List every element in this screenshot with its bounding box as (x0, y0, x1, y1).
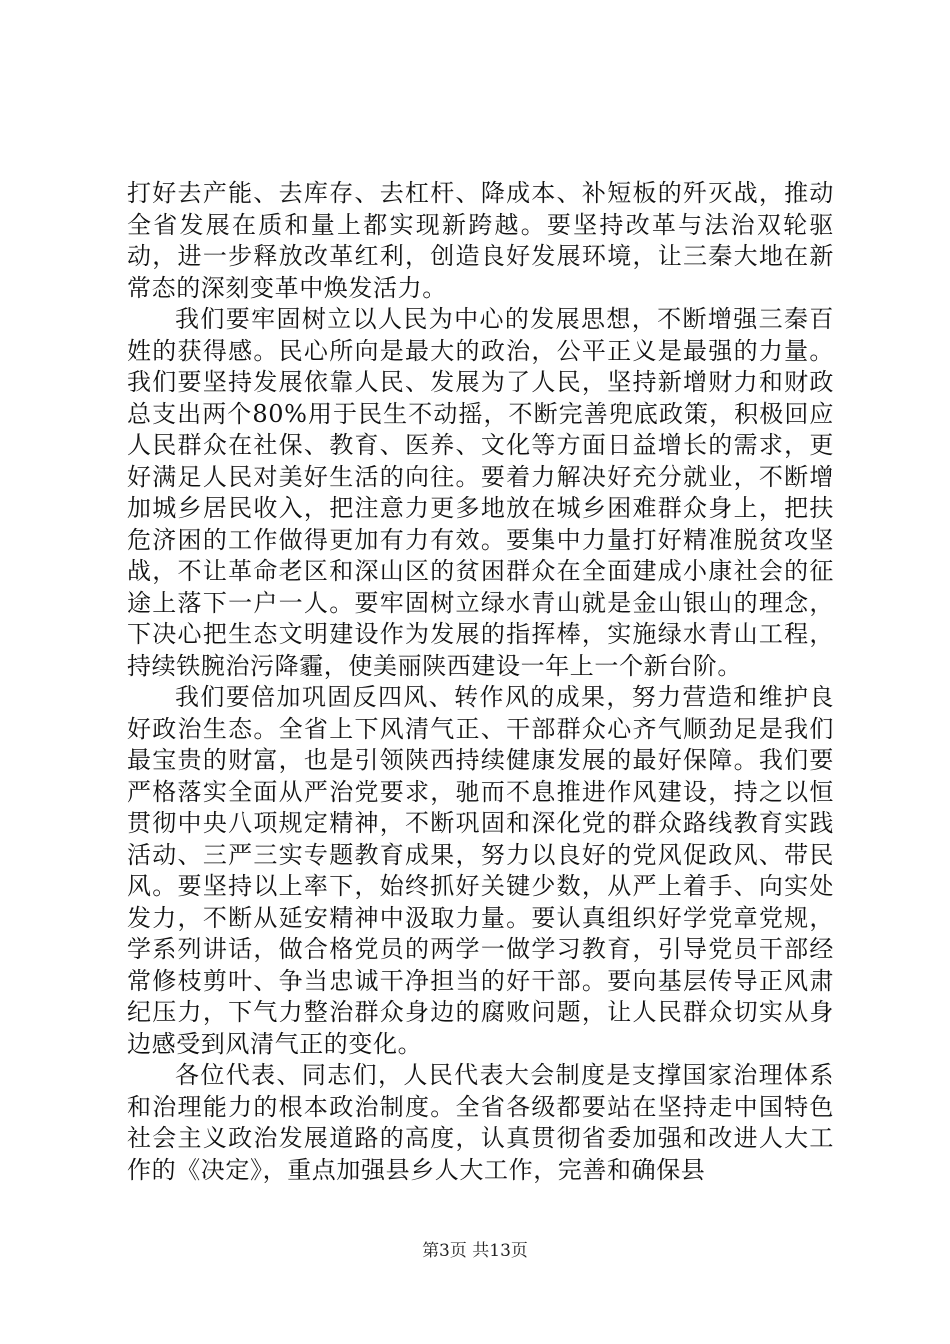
paragraph-3: 我们要倍加巩固反四风、转作风的成果，努力营造和维护良好政治生态。全省上下风清气正、干部群众心齐气顺劲足是我们最宝贵的财富，也是引领陕西持续健康发展的最好保障。我们要严格落实全面从严治党要求，驰而不息推进作风建设，持之以恒贯彻中央八项规定精神，不断巩固和深化党的群众路线教育实践活动、三严三实专题教育成果，努力以良好的党风促政风、带民风。要坚持以上率下，始终抓好关键少数，从严上着手、向实处发力，不断从延安精神中汲取力量。要认真组织好学党章党规，学系列讲话，做合格党员的两学一做学习教育，引导党员干部经常修枝剪叶、争当忠诚干净担当的好干部。要向基层传导正风肃纪压力，下气力整治群众身边的腐败问题，让人民群众切实从身边感受到风清气正的变化。 (127, 683, 834, 1058)
page-number-footer: 第3页 共13页 (422, 1241, 528, 1261)
document-body (127, 178, 834, 1186)
paragraph-2: 我们要牢固树立以人民为中心的发展思想，不断增强三秦百姓的获得感。民心所向是最大的政治，公平正义是最强的力量。我们要坚持发展依靠人民、发展为了人民，坚持新增财力和财政总支出两个80%用于民生不动摇，不断完善兜底政策，积极回应人民群众在社保、教育、医养、文化等方面日益增长的需求，更好满足人民对美好生活的向往。要着力解决好充分就业，不断增加城乡居民收入，把注意力更多地放在城乡困难群众身上，把扶危济困的工作做得更加有力有效。要集中力量打好精准脱贫攻坚战，不让革命老区和深山区的贫困群众在全面建成小康社会的征途上落下一户一人。要牢固树立绿水青山就是金山银山的理念，下决心把生态文明建设作为发展的指挥棒，实施绿水青山工程，持续铁腕治污降霾，使美丽陕西建设一年上一个新台阶。 (127, 305, 834, 680)
paragraph-4: 各位代表、同志们，人民代表大会制度是支撑国家治理体系和治理能力的根本政治制度。全省各级都要站在坚持走中国特色社会主义政治发展道路的高度，认真贯彻省委加强和改进人大工作的《决定》，重点加强县乡人大工作，完善和确保县 (127, 1061, 834, 1184)
paragraph-1: 打好去产能、去库存、去杠杆、降成本、补短板的歼灭战，推动全省发展在质和量上都实现新跨越。要坚持改革与法治双轮驱动，进一步释放改革红利，创造良好发展环境，让三秦大地在新常态的深刻变革中焕发活力。 (127, 179, 834, 302)
